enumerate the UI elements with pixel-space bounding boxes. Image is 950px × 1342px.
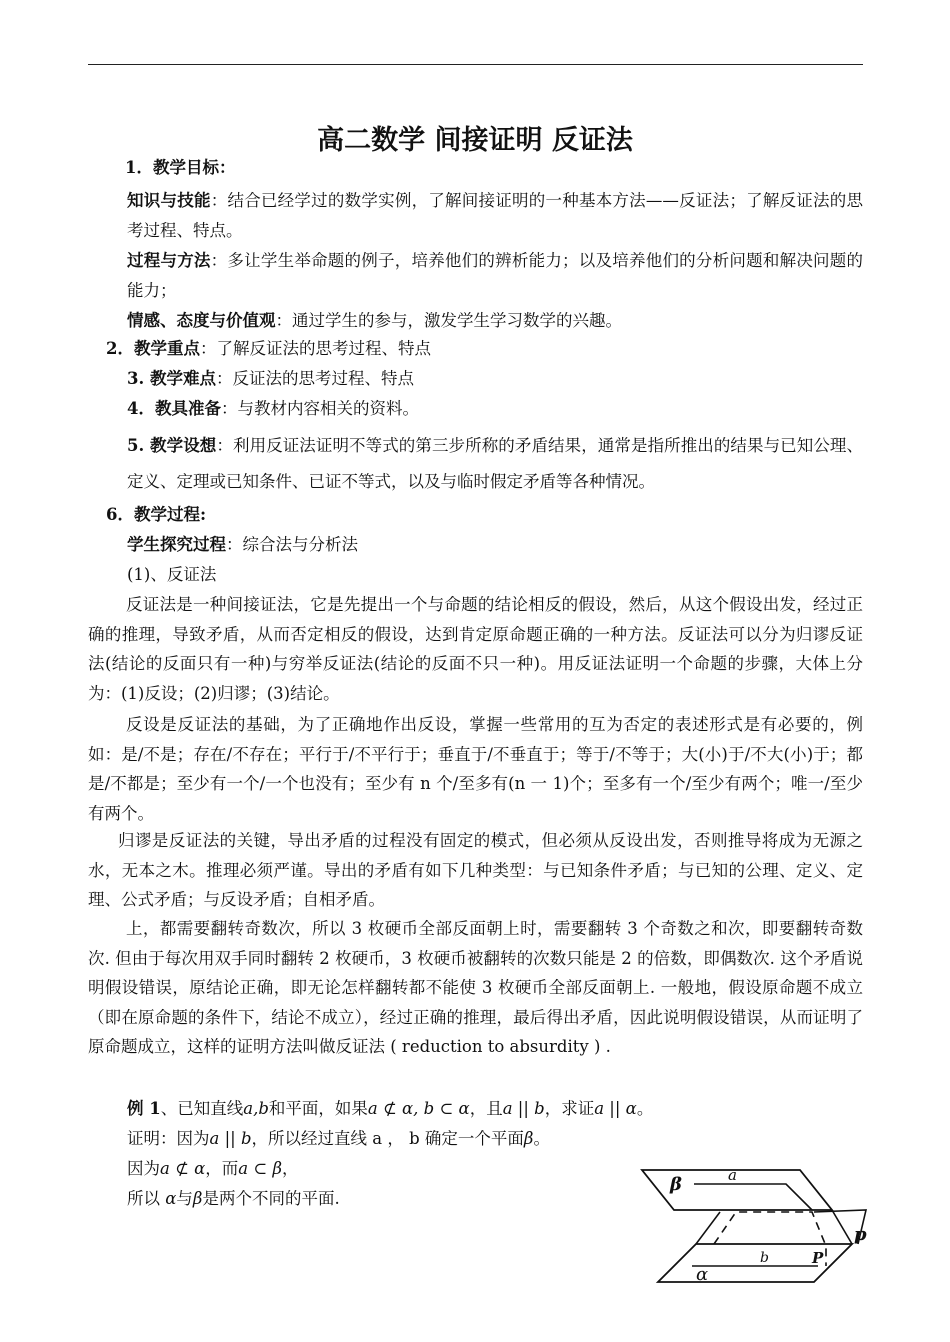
goal-emotion-label: 情感、态度与价值观 xyxy=(127,311,276,330)
line-a xyxy=(694,1184,812,1210)
planes-figure xyxy=(636,1160,876,1286)
example-label: 例 1 xyxy=(127,1099,161,1118)
explore-line: 学生探究过程：综合法与分析法 xyxy=(127,535,358,554)
label-a: a xyxy=(728,1166,737,1184)
section-5-label: 5. 教学设想 xyxy=(127,436,217,455)
goal-emotion: 情感、态度与价值观：通过学生的参与，激发学生学习数学的兴趣。 xyxy=(127,311,622,330)
section-3: 3. 教学难点：反证法的思考过程、特点 xyxy=(127,369,414,388)
section-2: 2．教学重点：了解反证法的思考过程、特点 xyxy=(106,339,431,358)
section-6-heading: 6．教学过程: xyxy=(106,505,207,524)
proof-line-3: 所以 α与β是两个不同的平面. xyxy=(127,1189,340,1208)
hidden-edge xyxy=(714,1212,826,1266)
goal-process: 过程与方法：多让学生举命题的例子，培养他们的辨析能力；以及培养他们的分析问题和解决问题的能力； xyxy=(127,251,864,300)
goal-process-label: 过程与方法 xyxy=(127,251,211,270)
subsection-heading: (1)、反证法 xyxy=(127,565,217,584)
label-alpha: α xyxy=(696,1264,709,1285)
section-5-text: 利用反证法证明不等式的第三步所称的矛盾结果，通常是指所推出的结果与已知公理、定义、定理或已知条件、已证不等式，以及与临时假定矛盾等各种情况。 xyxy=(127,436,864,491)
example-1: 例 1、已知直线a,b和平面，如果a ⊄ α, b ⊂ α，且a || b，求证a || α。 xyxy=(127,1099,654,1118)
explore-text: 综合法与分析法 xyxy=(242,535,358,554)
explore-label: 学生探究过程 xyxy=(127,535,226,554)
goal-emotion-text: 通过学生的参与，激发学生学习数学的兴趣。 xyxy=(292,311,622,330)
vertical-right xyxy=(832,1210,852,1244)
section-2-label: 2．教学重点 xyxy=(106,339,200,358)
label-beta: β xyxy=(670,1174,682,1195)
label-p-plane: p xyxy=(854,1224,867,1245)
section-4: 4．教具准备：与教材内容相关的资料。 xyxy=(127,399,419,418)
page-title: 高二数学 间接证明 反证法 xyxy=(317,125,633,156)
proof-line-2: 因为a ⊄ α，而a ⊂ β， xyxy=(127,1159,299,1178)
section-3-label: 3. 教学难点 xyxy=(127,369,216,388)
section-4-label: 4．教具准备 xyxy=(127,399,221,418)
section-4-text: 与教材内容相关的资料。 xyxy=(237,399,419,418)
header-rule xyxy=(88,64,863,65)
proof-line-1: 证明：因为a || b，所以经过直线 a ， b 确定一个平面β。 xyxy=(127,1129,550,1148)
label-point-p: P xyxy=(812,1249,824,1267)
label-b: b xyxy=(760,1250,769,1266)
goal-knowledge: 知识与技能：结合已经学过的数学实例，了解间接证明的一种基本方法——反证法；了解反证法的思考过程、特点。 xyxy=(127,191,864,240)
paragraph-coin-example: 上，都需要翻转奇数次，所以 3 枚硬币全部反面朝上时，需要翻转 3 个奇数之和次，即要翻转奇数次. 但由于每次用双手同时翻转 2 枚硬币，3 枚硬币被翻转的次数只能是 2 的倍数，即偶数次. 这个矛盾说明假设错误，原结论正确，即无论怎样翻转都不能使 3 枚硬币全部反面朝上. 一般地，假设原命题不成立（即在原命题的条件下，结论不成立），经过正确的推理，最后得出矛盾，因此说明假设错误，从而证明了原命题成立，这样的证明方法叫做反证法 ( reduction to absurdity ) . xyxy=(88,919,863,1056)
paragraph-reductio-definition: 反证法是一种间接证法，它是先提出一个与命题的结论相反的假设，然后，从这个假设出发，经过正确的推理，导致矛盾，从而否定相反的假设，达到肯定原命题正确的一种方法。反证法可以分为归谬反证法(结论的反面只有一种)与穷举反证法(结论的反面不只一种)。用反证法证明一个命题的步骤，大体上分为：(1)反设；(2)归谬；(3)结论。 xyxy=(88,595,863,703)
goal-process-text: 多让学生举命题的例子，培养他们的辨析能力；以及培养他们的分析问题和解决问题的能力； xyxy=(127,251,864,300)
section-2-text: 了解反证法的思考过程、特点 xyxy=(216,339,431,358)
section-5: 5. 教学设想：利用反证法证明不等式的第三步所称的矛盾结果，通常是指所推出的结果与已知公理、定义、定理或已知条件、已证不等式，以及与临时假定矛盾等各种情况。 xyxy=(127,436,864,491)
section-3-text: 反证法的思考过程、特点 xyxy=(232,369,414,388)
paragraph-negation-forms: 反设是反证法的基础，为了正确地作出反设，掌握一些常用的互为否定的表述形式是有必要的，例如：是/不是；存在/不存在；平行于/不平行于；垂直于/不垂直于；等于/不等于；大(小)于/不大(小)于；都是/不都是；至少有一个/一个也没有；至少有 n 个/至多有(n 一 1)个；至多有一个/至少有两个；唯一/至少有两个。 xyxy=(88,715,863,823)
goal-knowledge-label: 知识与技能 xyxy=(127,191,211,210)
goal-knowledge-text: 结合已经学过的数学实例，了解间接证明的一种基本方法——反证法；了解反证法的思考过程、特点。 xyxy=(127,191,864,240)
section-1-heading: 1．教学目标： xyxy=(125,158,236,177)
paragraph-contradiction: 归谬是反证法的关键，导出矛盾的过程没有固定的模式，但必须从反设出发，否则推导将成为无源之水，无本之木。推理必须严谨。导出的矛盾有如下几种类型：与已知条件矛盾；与已知的公理、定义、定理、公式矛盾；与反设矛盾；自相矛盾。 xyxy=(88,831,863,909)
